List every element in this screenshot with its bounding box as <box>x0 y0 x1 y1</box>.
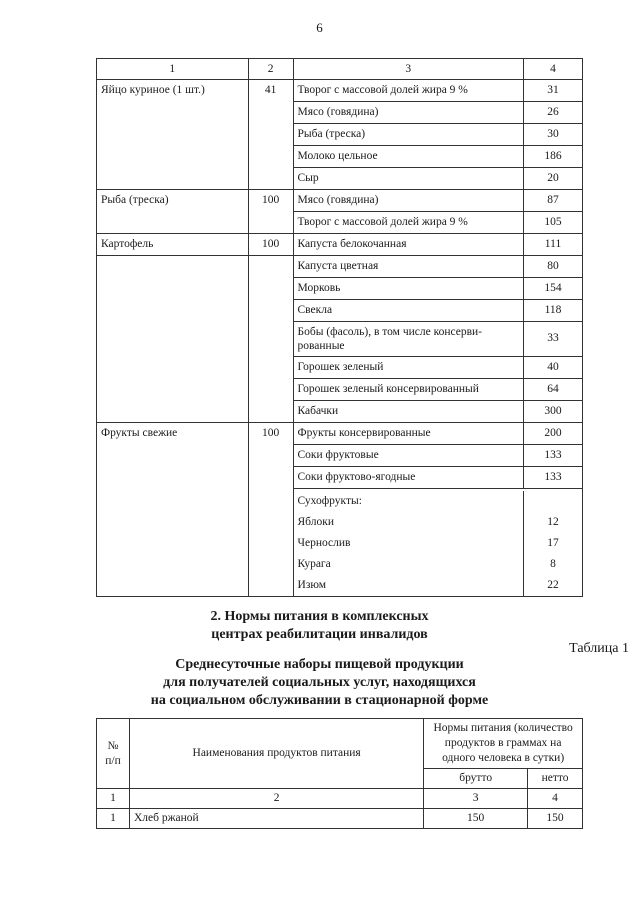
replacement-name: Творог с массовой долей жира 9 % <box>294 80 524 101</box>
table-row <box>97 423 583 597</box>
header-gross: брутто <box>424 769 528 789</box>
replacement-value: 300 <box>544 405 562 417</box>
replacement-row <box>294 168 582 189</box>
replacement-name: Капуста цветная <box>294 256 524 277</box>
dried-fruit-name: Изюм <box>294 575 524 596</box>
replacement-value: 186 <box>544 150 562 162</box>
dried-fruit-name: Чернослив <box>294 533 524 554</box>
replacement-row <box>294 212 582 233</box>
dried-fruit-value: 22 <box>547 579 559 591</box>
row-num: 1 <box>97 809 130 829</box>
replacement-row <box>294 80 582 102</box>
replacement-row <box>294 102 582 124</box>
header-cell: 3 <box>294 59 524 79</box>
header-cell: 4 <box>550 63 556 75</box>
dried-fruit-value: 12 <box>547 516 559 528</box>
replacement-row <box>294 467 582 489</box>
replacement-name: Рыба (треска) <box>294 124 524 145</box>
index-cell: 2 <box>129 789 423 809</box>
index-cell: 4 <box>528 789 583 809</box>
replacement-value: 30 <box>547 128 559 140</box>
table-row <box>97 80 583 190</box>
replacement-row <box>294 300 582 322</box>
replacement-value: 26 <box>547 106 559 118</box>
header-norms: Нормы питания (количество продуктов в граммах на одного человека в сутки) <box>424 719 583 769</box>
page-number: 6 <box>316 20 323 35</box>
product-amount: 100 <box>248 234 293 256</box>
dried-fruit-row <box>294 554 582 575</box>
replacement-table <box>96 58 583 597</box>
dried-fruit-row <box>294 533 582 554</box>
replacement-row <box>294 234 582 255</box>
replacement-row <box>294 401 582 422</box>
table-row <box>97 809 583 829</box>
replacement-row <box>294 322 582 357</box>
dried-fruit-value: 17 <box>547 537 559 549</box>
row-product-name: Хлеб ржаной <box>129 809 423 829</box>
replacement-value: 105 <box>544 216 562 228</box>
header-net: нетто <box>528 769 583 789</box>
table-index-row <box>97 789 583 809</box>
header-cell: 1 <box>97 59 249 80</box>
header-cell: 2 <box>248 59 293 80</box>
nutrition-norms-table <box>96 718 583 829</box>
product-name: Картофель <box>97 234 249 256</box>
replacement-value: 118 <box>544 304 562 316</box>
replacement-value: 20 <box>547 172 559 184</box>
index-cell: 3 <box>424 789 528 809</box>
replacement-value: 40 <box>547 361 559 373</box>
replacement-name: Свекла <box>294 300 524 321</box>
product-name: Рыба (треска) <box>97 190 249 234</box>
replacement-value: 33 <box>547 332 559 344</box>
replacement-row <box>294 190 582 212</box>
replacement-value: 111 <box>544 238 562 250</box>
replacement-name: Морковь <box>294 278 524 299</box>
row-net: 150 <box>528 809 583 829</box>
index-cell: 1 <box>97 789 130 809</box>
product-amount: 100 <box>248 190 293 234</box>
table-row <box>97 234 583 256</box>
table-row <box>97 256 583 423</box>
replacement-row <box>294 278 582 300</box>
table-label: Таблица 1 <box>569 641 629 656</box>
replacement-row <box>294 124 582 146</box>
table-header-row <box>97 59 583 80</box>
replacement-name: Молоко цельное <box>294 146 524 167</box>
dried-fruit-value: 8 <box>550 558 556 570</box>
replacement-name: Соки фруктовые <box>294 445 524 466</box>
dried-fruit-row <box>294 575 582 596</box>
header-name: Наименования продуктов питания <box>129 719 423 789</box>
replacement-row <box>294 445 582 467</box>
product-amount: 41 <box>248 80 293 190</box>
replacement-name: Сыр <box>294 168 524 189</box>
row-gross: 150 <box>424 809 528 829</box>
replacement-name: Мясо (говядина) <box>294 190 524 211</box>
product-name: Яйцо куриное (1 шт.) <box>97 80 249 190</box>
product-amount: 100 <box>248 423 293 597</box>
dried-fruit-name: Яблоки <box>294 512 524 533</box>
replacement-value: 154 <box>544 282 562 294</box>
replacement-row <box>294 357 582 379</box>
header-num: № п/п <box>97 719 130 789</box>
dried-fruit-heading: Сухофрукты: <box>294 491 524 512</box>
dried-fruit-row <box>294 512 582 533</box>
replacement-name: Бобы (фасоль), в том числе консерви- рованные <box>294 322 524 356</box>
replacement-name: Творог с массовой долей жира 9 % <box>294 212 524 233</box>
replacement-row <box>294 379 582 401</box>
section-title: 2. Нормы питания в комплексных центрах реабилитации инвалидов <box>210 609 429 642</box>
replacement-name: Мясо (говядина) <box>294 102 524 123</box>
replacement-value: 87 <box>547 194 559 206</box>
replacement-name: Горошек зеленый консервированный <box>294 379 524 400</box>
replacement-value: 80 <box>547 260 559 272</box>
replacement-row <box>294 146 582 168</box>
replacement-name: Капуста белокочанная <box>294 234 524 255</box>
table-title: Среднесуточные наборы пищевой продукции для получателей социальных услуг, находящихся на социальном обслуживании в стационарной форме <box>150 657 489 708</box>
dried-fruit-block <box>294 489 582 596</box>
replacement-name: Соки фруктово-ягодные <box>294 467 524 488</box>
replacement-value: 133 <box>544 449 562 461</box>
replacement-name: Фрукты консервированные <box>294 423 524 444</box>
replacement-row <box>294 423 582 445</box>
replacement-row <box>294 256 582 278</box>
replacement-value: 64 <box>547 383 559 395</box>
replacement-name: Горошек зеленый <box>294 357 524 378</box>
dried-fruit-name: Курага <box>294 554 524 575</box>
replacement-name: Кабачки <box>294 401 524 422</box>
product-name: Фрукты свежие <box>97 423 249 597</box>
replacement-value: 133 <box>544 471 562 483</box>
table-header-row <box>97 719 583 769</box>
replacement-value: 200 <box>544 427 562 439</box>
replacement-value: 31 <box>547 84 559 96</box>
table-row <box>97 190 583 234</box>
